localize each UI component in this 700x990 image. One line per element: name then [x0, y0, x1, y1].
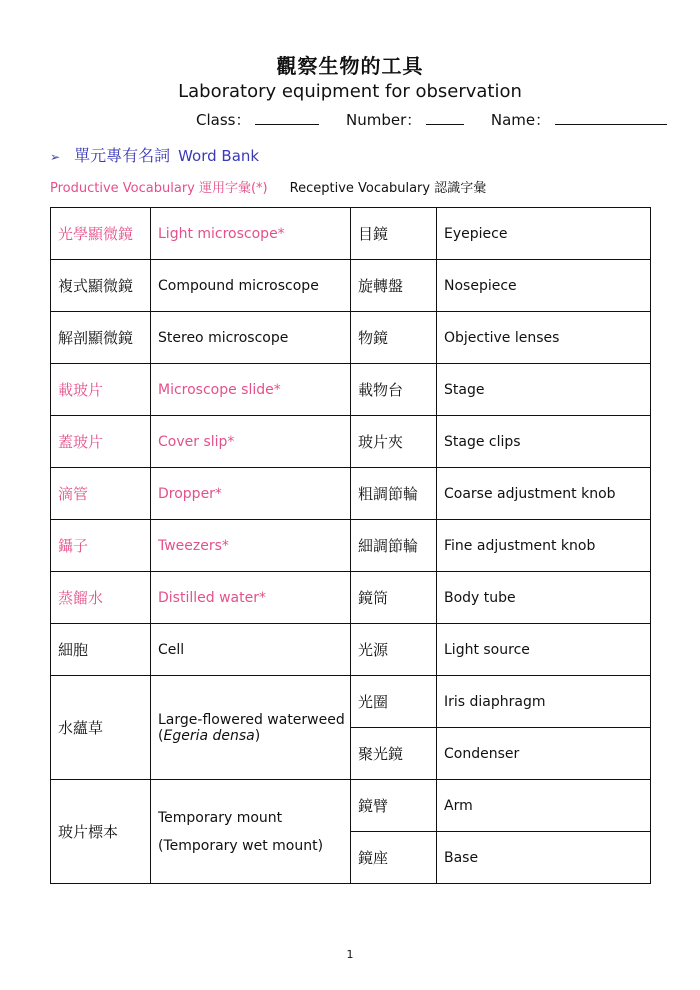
table-row [51, 624, 651, 676]
term-zh: 複式顯微鏡 [51, 260, 151, 312]
term-zh: 滴管 [51, 468, 151, 520]
part-en: Eyepiece [437, 208, 651, 260]
part-en: Arm [437, 780, 651, 832]
term-en-line1: Temporary mount [158, 809, 283, 826]
term-zh: 蒸餾水 [51, 572, 151, 624]
word-bank-table [50, 207, 651, 884]
term-en: Distilled water* [151, 572, 351, 624]
part-en: Stage [437, 364, 651, 416]
term-en: Compound microscope [151, 260, 351, 312]
term-en [151, 780, 351, 884]
part-zh: 鏡臂 [351, 780, 437, 832]
name-blank[interactable] [555, 110, 667, 125]
word-bank-heading-en: Word Bank [178, 147, 260, 165]
term-zh: 解剖顯微鏡 [51, 312, 151, 364]
receptive-vocabulary-label: Receptive Vocabulary 認識字彙 [289, 181, 487, 196]
term-en-line2: (Temporary wet mount) [158, 837, 324, 854]
part-en: Light source [437, 624, 651, 676]
table-row [51, 260, 651, 312]
page-title-zh: 觀察生物的工具 [276, 54, 424, 78]
term-zh: 載玻片 [51, 364, 151, 416]
table-row [51, 416, 651, 468]
term-en-close-paren: ) [254, 727, 261, 744]
part-en: Nosepiece [437, 260, 651, 312]
term-en-latin: Egeria densa [163, 727, 255, 744]
part-zh: 聚光鏡 [351, 728, 437, 780]
term-en: Cover slip* [151, 416, 351, 468]
name-label: Name： [490, 111, 551, 129]
vocabulary-legend [50, 177, 486, 196]
table-row [51, 468, 651, 520]
table-row [51, 780, 651, 832]
part-zh: 載物台 [351, 364, 437, 416]
term-en: Dropper* [151, 468, 351, 520]
term-zh: 水蘊草 [51, 676, 151, 780]
part-en: Stage clips [437, 416, 651, 468]
word-bank-heading [50, 143, 259, 166]
term-en-line1: Large-flowered waterweed [158, 711, 345, 728]
term-en: Microscope slide* [151, 364, 351, 416]
class-blank[interactable] [255, 110, 319, 125]
productive-vocabulary-label: Productive Vocabulary 運用字彙(*) [50, 181, 268, 196]
part-en: Base [437, 832, 651, 884]
part-zh: 旋轉盤 [351, 260, 437, 312]
term-zh: 玻片標本 [51, 780, 151, 884]
class-label: Class： [196, 111, 251, 129]
term-zh: 光學顯微鏡 [51, 208, 151, 260]
table-row [51, 676, 651, 728]
part-en: Coarse adjustment knob [437, 468, 651, 520]
part-en: Objective lenses [437, 312, 651, 364]
part-zh: 光圈 [351, 676, 437, 728]
term-en: Tweezers* [151, 520, 351, 572]
part-zh: 粗調節輪 [351, 468, 437, 520]
part-en: Condenser [437, 728, 651, 780]
part-zh: 玻片夾 [351, 416, 437, 468]
part-en: Fine adjustment knob [437, 520, 651, 572]
part-zh: 目鏡 [351, 208, 437, 260]
part-zh: 光源 [351, 624, 437, 676]
part-zh: 細調節輪 [351, 520, 437, 572]
table-row [51, 572, 651, 624]
part-zh: 物鏡 [351, 312, 437, 364]
term-en [151, 676, 351, 780]
word-bank-heading-zh: 單元專有名詞 [74, 146, 171, 165]
table-row [51, 520, 651, 572]
term-en: Light microscope* [151, 208, 351, 260]
page-number: 1 [346, 948, 354, 961]
number-label: Number： [346, 111, 422, 129]
term-zh: 細胞 [51, 624, 151, 676]
term-en: Cell [151, 624, 351, 676]
arrow-bullet-icon: ➢ [50, 150, 61, 164]
student-info-line [196, 109, 667, 130]
part-en: Body tube [437, 572, 651, 624]
part-zh: 鏡座 [351, 832, 437, 884]
table-row [51, 208, 651, 260]
page-title-en: Laboratory equipment for observation [178, 81, 522, 102]
term-zh: 鑷子 [51, 520, 151, 572]
number-blank[interactable] [426, 110, 464, 125]
part-zh: 鏡筒 [351, 572, 437, 624]
part-en: Iris diaphragm [437, 676, 651, 728]
table-row [51, 312, 651, 364]
table-row [51, 364, 651, 416]
term-en: Stereo microscope [151, 312, 351, 364]
term-zh: 蓋玻片 [51, 416, 151, 468]
term-en-open-paren: ( [158, 727, 164, 744]
